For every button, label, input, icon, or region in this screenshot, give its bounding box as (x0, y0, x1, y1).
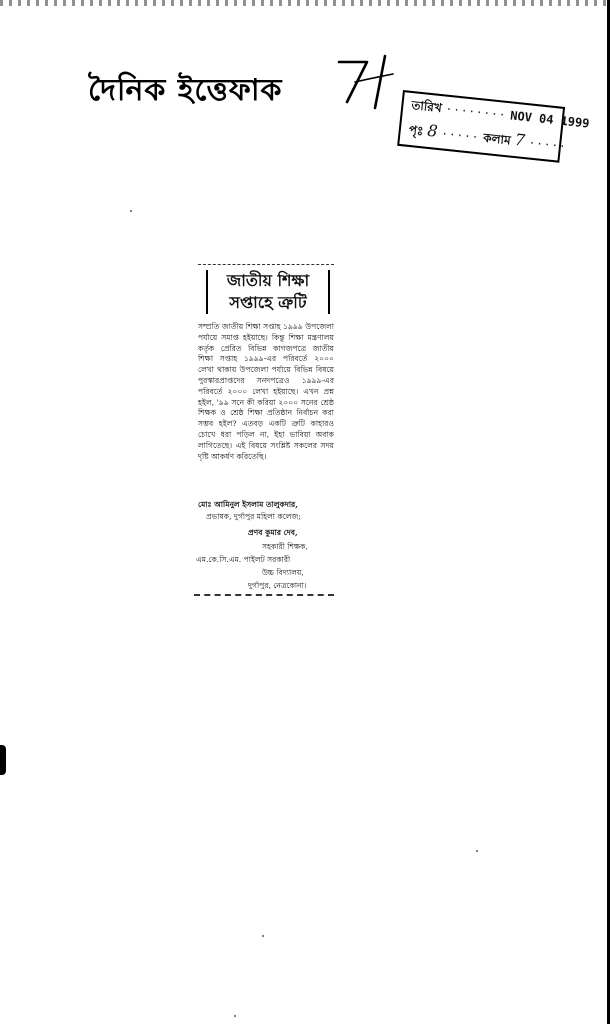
scan-edge-mark (0, 745, 6, 775)
signature-line-3: প্রণব কুমার দেব, (248, 528, 298, 537)
clipping-body: সম্প্রতি জাতীয় শিক্ষা সপ্তাহ ১৯৯৯ উপজেলা পর্যায়ে সমাপ্ত হইয়াছে। কিন্তু শিক্ষা মন্ত্রণালয় কর্তৃক প্রেরিত বিভিন্ন কাগজপত্রে জাতীয় শিক্ষা সপ্তাহ ১৯৯৯-এর পরিবর্তে ২০০০ লেখা থাকায় উপজেলা পর্যায়ে বিভিন্ন বিষয়ে পুরস্কারপ্রাপ্তদের সনদপত্রেও ১৯৯৯-এর পরিবর্তে ২০০০ লেখা হইয়াছে। এখন প্রশ্ন হইল, '৯৯ সনে কী করিয়া ২০০০ সনের শ্রেষ্ঠ শিক্ষক ও শ্রেষ্ঠ শিক্ষা প্রতিষ্ঠান নির্বাচন করা সম্ভব হইল? এতবড় একটি ত্রুটি কাহারও চোখে ধরা পড়িল না, ইহা ভাবিয়া অবাক লাগিতেছে। এই বিষয়ে সংশ্লিষ্ট সকলের সদয় দৃষ্টি আকর্ষণ করিতেছি। (198, 322, 334, 461)
scan-speck (130, 210, 132, 212)
signature-line-5: এম.কে.সি.এম. পাইলট সরকারী (196, 555, 291, 564)
stamp-date-value: NOV 04 1999 (509, 108, 591, 131)
archive-stamp (397, 90, 591, 163)
signature-line-6: উচ্চ বিদ্যালয়, (262, 568, 304, 577)
newspaper-masthead: দৈনিক ইত্তেফাক (88, 73, 283, 108)
handwritten-number (333, 52, 403, 112)
signature-line-2: প্রভাষক, দুর্গাপুর মহিলা কলেজ; (206, 512, 301, 521)
scan-speck (262, 935, 264, 937)
stamp-page-row: পৃঃ 8 ····· কলাম 7 ····· (408, 120, 568, 154)
signature-line-7: দুর্গাপুর, নেত্রকোনা। (248, 581, 307, 590)
clipping-bottom-border (194, 594, 334, 598)
stamp-page-label: পৃঃ (408, 122, 425, 139)
signature-line-4: সহকারী শিক্ষক, (262, 542, 308, 551)
stamp-date-row: তারিখ ········ NOV 04 1999 (410, 98, 591, 131)
clipping-top-border (198, 264, 334, 267)
stamp-column-label: কলাম (482, 130, 512, 148)
scan-speck (234, 1015, 236, 1017)
signature-line-1: মোঃ আমিনুল ইসলাম তালুকদার, (198, 500, 298, 509)
stamp-page-value: 8 (426, 120, 439, 141)
scan-speck (476, 850, 478, 852)
scan-edge-top (0, 0, 610, 6)
stamp-column-value: 7 (513, 130, 526, 150)
stamp-date-label: তারিখ (410, 98, 443, 116)
clipping-headline: জাতীয় শিক্ষা সপ্তাহে ত্রুটি (206, 270, 330, 314)
newspaper-clipping (192, 264, 339, 598)
